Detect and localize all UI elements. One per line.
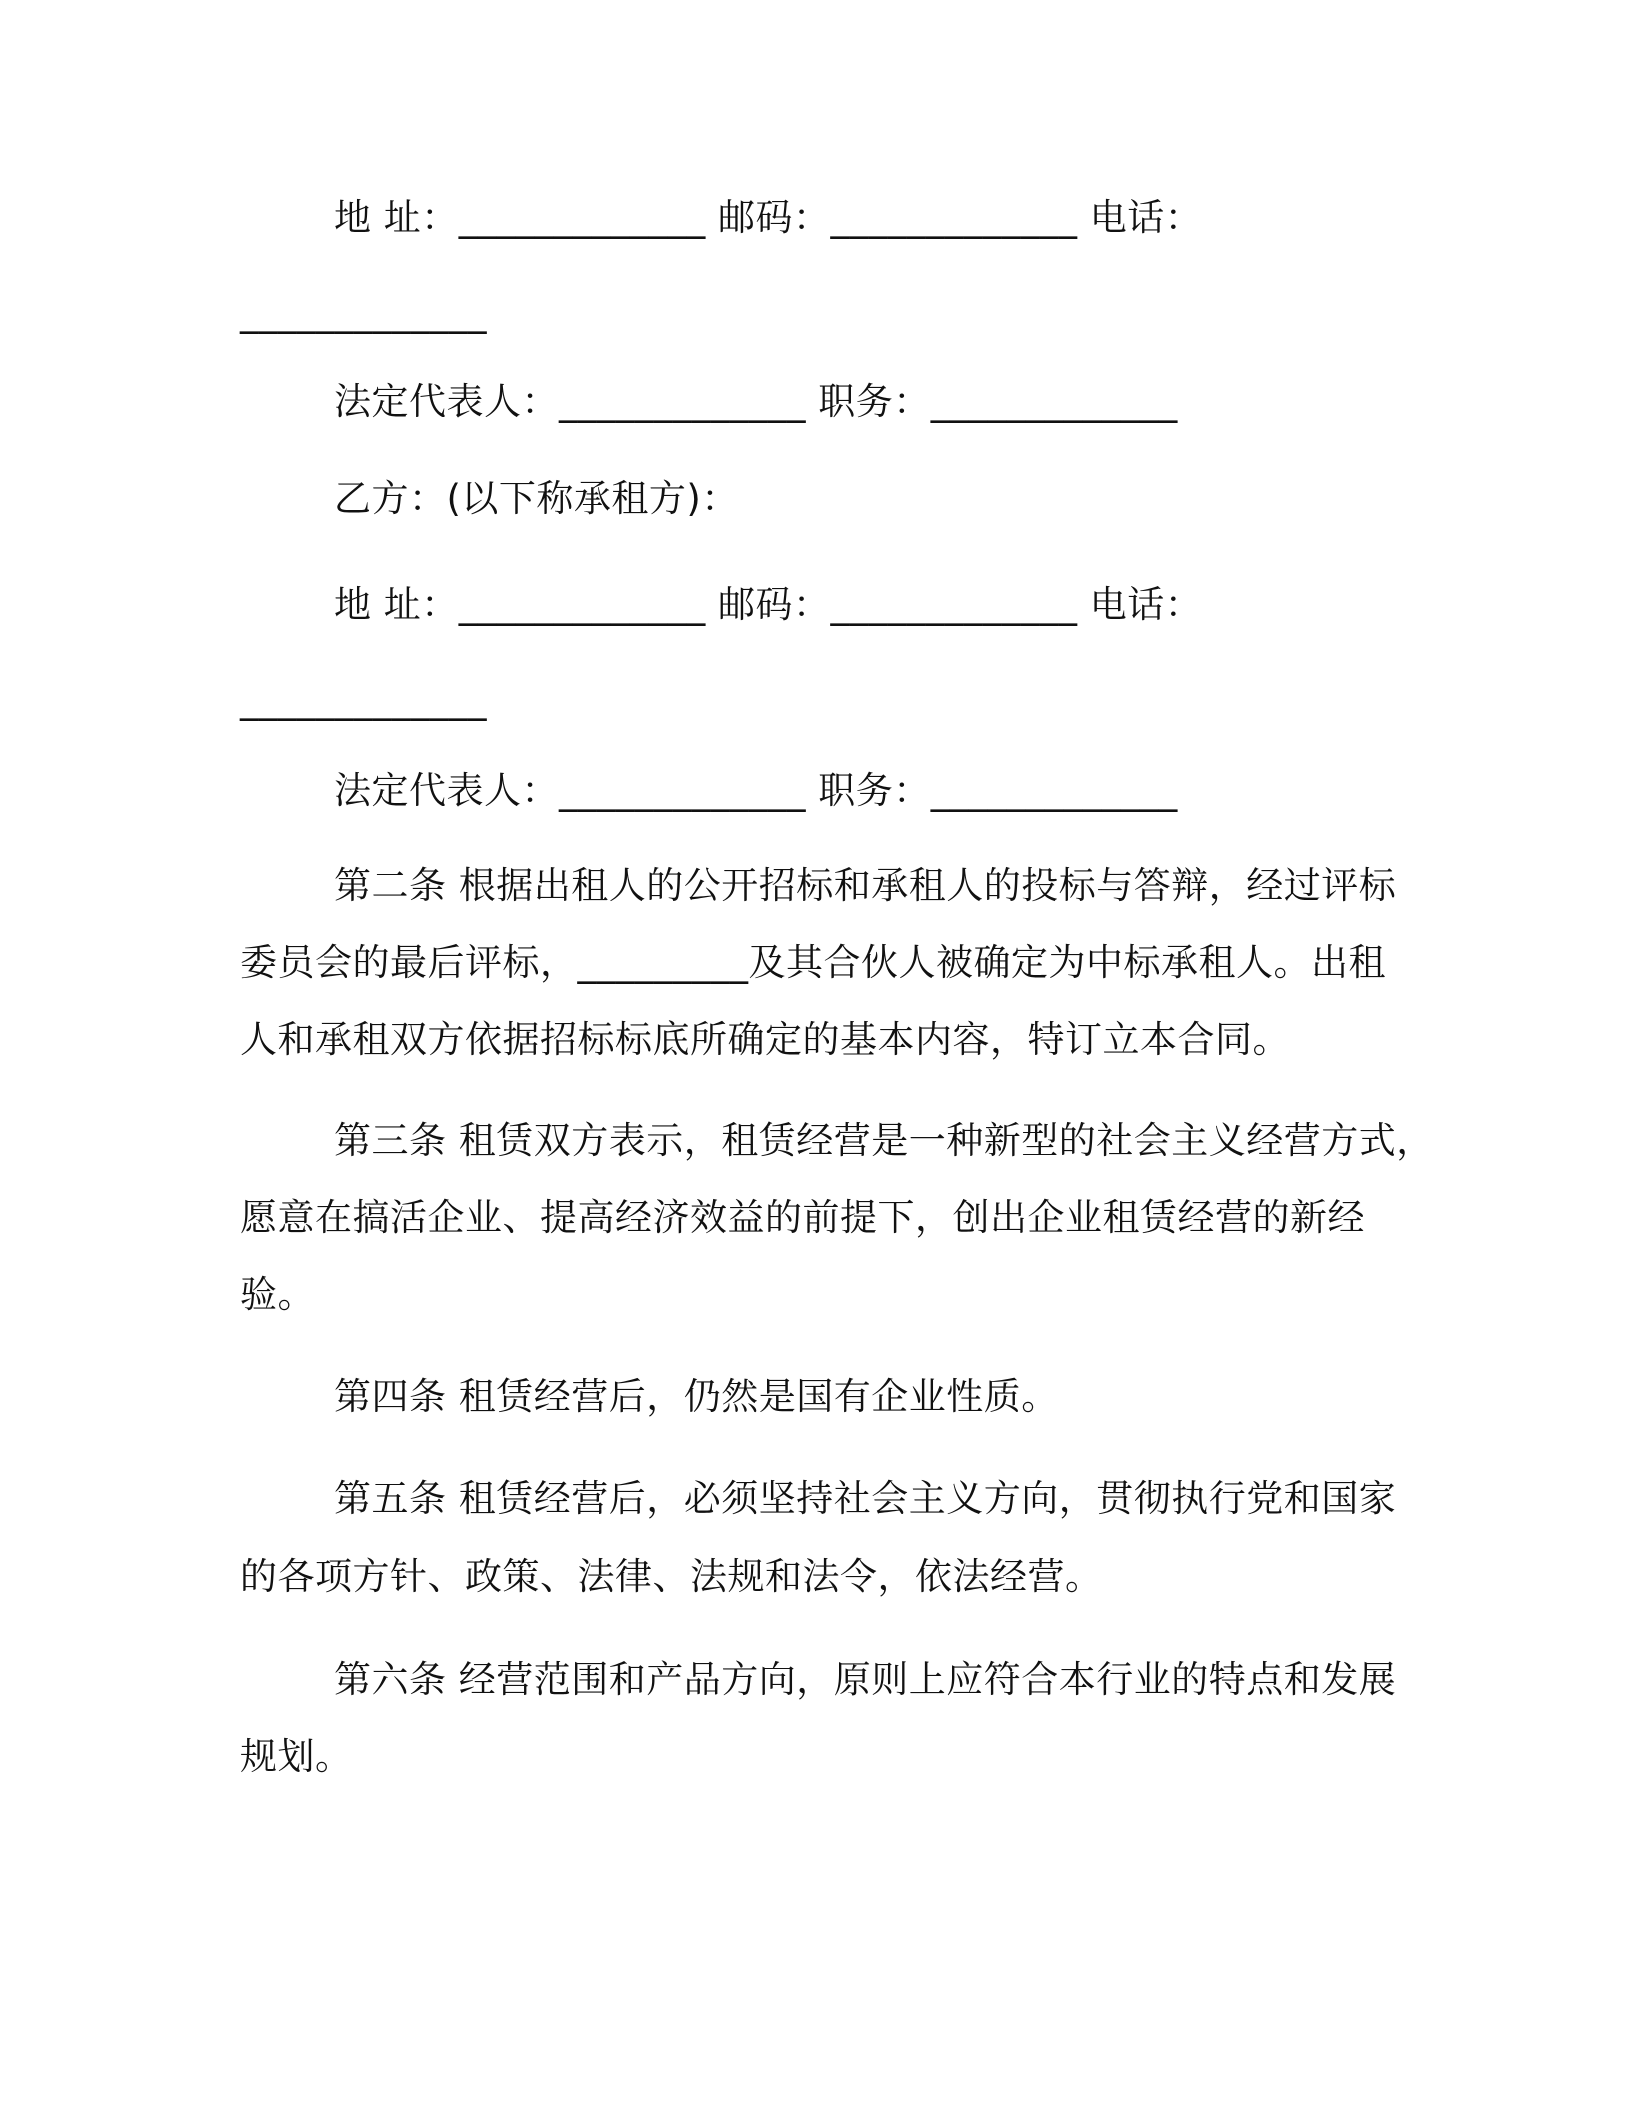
party-a-legal-rep-line: 法定代表人：_____________ 职务：_____________ [334, 380, 1178, 423]
article-2-line-3: 人和承租双方依据招标标底所确定的基本内容，特订立本合同。 [240, 1018, 1290, 1061]
article-4-line-1: 第四条 租赁经营后，仍然是国有企业性质。 [334, 1375, 1059, 1418]
article-2-line-1: 第二条 根据出租人的公开招标和承租人的投标与答辩，经过评标 [334, 864, 1397, 907]
article-5-line-2: 的各项方针、政策、法律、法规和法令，依法经营。 [240, 1555, 1103, 1598]
article-2-line-2: 委员会的最后评标，_________及其合伙人被确定为中标承租人。出租 [240, 941, 1386, 984]
party-b-legal-rep-line: 法定代表人：_____________ 职务：_____________ [334, 769, 1178, 812]
party-b-address-line: 地 址：_____________ 邮码：_____________ 电话： [334, 583, 1203, 626]
article-6-line-1: 第六条 经营范围和产品方向，原则上应符合本行业的特点和发展 [334, 1658, 1397, 1701]
party-a-phone-blank: _____________ [240, 291, 487, 334]
article-3-line-2: 愿意在搞活企业、提高经济效益的前提下，创出企业租赁经营的新经 [240, 1196, 1365, 1239]
article-3-line-1: 第三条 租赁双方表示，租赁经营是一种新型的社会主义经营方式， [334, 1119, 1434, 1162]
party-b-heading: 乙方：(以下称承租方)： [334, 477, 739, 520]
article-6-line-2: 规划。 [240, 1735, 353, 1778]
party-b-phone-blank: _____________ [240, 678, 487, 721]
article-3-line-3: 验。 [240, 1273, 315, 1316]
party-a-address-line: 地 址：_____________ 邮码：_____________ 电话： [334, 196, 1203, 239]
article-5-line-1: 第五条 租赁经营后，必须坚持社会主义方向，贯彻执行党和国家 [334, 1477, 1397, 1520]
